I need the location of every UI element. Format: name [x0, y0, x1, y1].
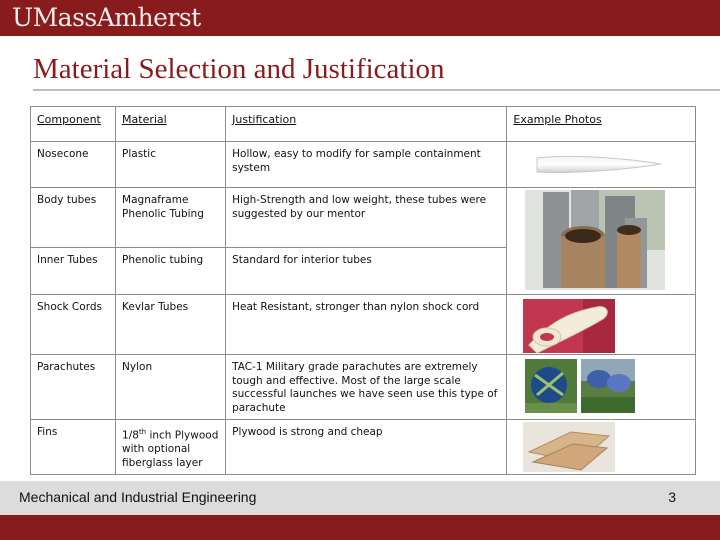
material-cell: Nylon	[116, 355, 226, 420]
footer-bar	[0, 481, 720, 515]
component-cell: Inner Tubes	[31, 248, 116, 295]
photo-cell	[507, 142, 696, 188]
nosecone-photo	[533, 148, 663, 180]
photo-cell	[507, 295, 696, 355]
justification-cell: TAC-1 Military grade parachutes are extremely tough and effective. Most of the large scale successful launches we have seen use this type of parachute	[226, 355, 507, 420]
title-divider	[33, 89, 720, 91]
photo-cell	[507, 355, 696, 420]
page-number: 3	[668, 489, 676, 505]
material-cell: Plastic	[116, 142, 226, 188]
component-cell: Body tubes	[31, 188, 116, 248]
material-cell	[116, 420, 226, 475]
justification-cell: Heat Resistant, stronger than nylon shock cord	[226, 295, 507, 355]
component-cell: Nosecone	[31, 142, 116, 188]
material-cell: Kevlar Tubes	[116, 295, 226, 355]
parachute-photo-2	[581, 359, 635, 413]
justification-cell: High-Strength and low weight, these tubes were suggested by our mentor	[226, 188, 507, 248]
material-cell: Magnaframe Phenolic Tubing	[116, 188, 226, 248]
bottom-bar	[0, 515, 720, 540]
header-cell: Justification	[226, 107, 507, 142]
material-superscript: th	[138, 428, 147, 436]
parachute-photo	[525, 359, 577, 413]
component-cell: Parachutes	[31, 355, 116, 420]
table-row	[31, 295, 696, 355]
justification-cell: Standard for interior tubes	[226, 248, 507, 295]
header-bar	[0, 0, 720, 36]
photo-cell	[507, 420, 696, 475]
justification-cell: Plywood is strong and cheap	[226, 420, 507, 475]
kevlar-shock-cord-photo	[523, 299, 615, 353]
body-tubes-photo	[525, 190, 665, 290]
table-row	[31, 355, 696, 420]
plywood-fins-photo	[523, 422, 615, 472]
justification-cell: Hollow, easy to modify for sample containment system	[226, 142, 507, 188]
header-cell: Material	[116, 107, 226, 142]
material-text: inch Plywood with optional fiberglass layer	[122, 429, 219, 469]
material-cell: Phenolic tubing	[116, 248, 226, 295]
slide-title: Material Selection and Justification	[33, 53, 445, 85]
table-row	[31, 188, 696, 248]
footer-department: Mechanical and Industrial Engineering	[19, 489, 257, 505]
header-cell: Component	[31, 107, 116, 142]
table-header-row	[31, 107, 696, 142]
table-row	[31, 142, 696, 188]
component-cell: Fins	[31, 420, 116, 475]
materials-table	[30, 106, 696, 475]
photo-cell	[507, 188, 696, 295]
material-text: 1/8	[122, 429, 139, 442]
component-cell: Shock Cords	[31, 295, 116, 355]
header-cell: Example Photos	[507, 107, 696, 142]
umass-amherst-logo: UMassAmherst	[12, 3, 201, 32]
table-row	[31, 420, 696, 475]
